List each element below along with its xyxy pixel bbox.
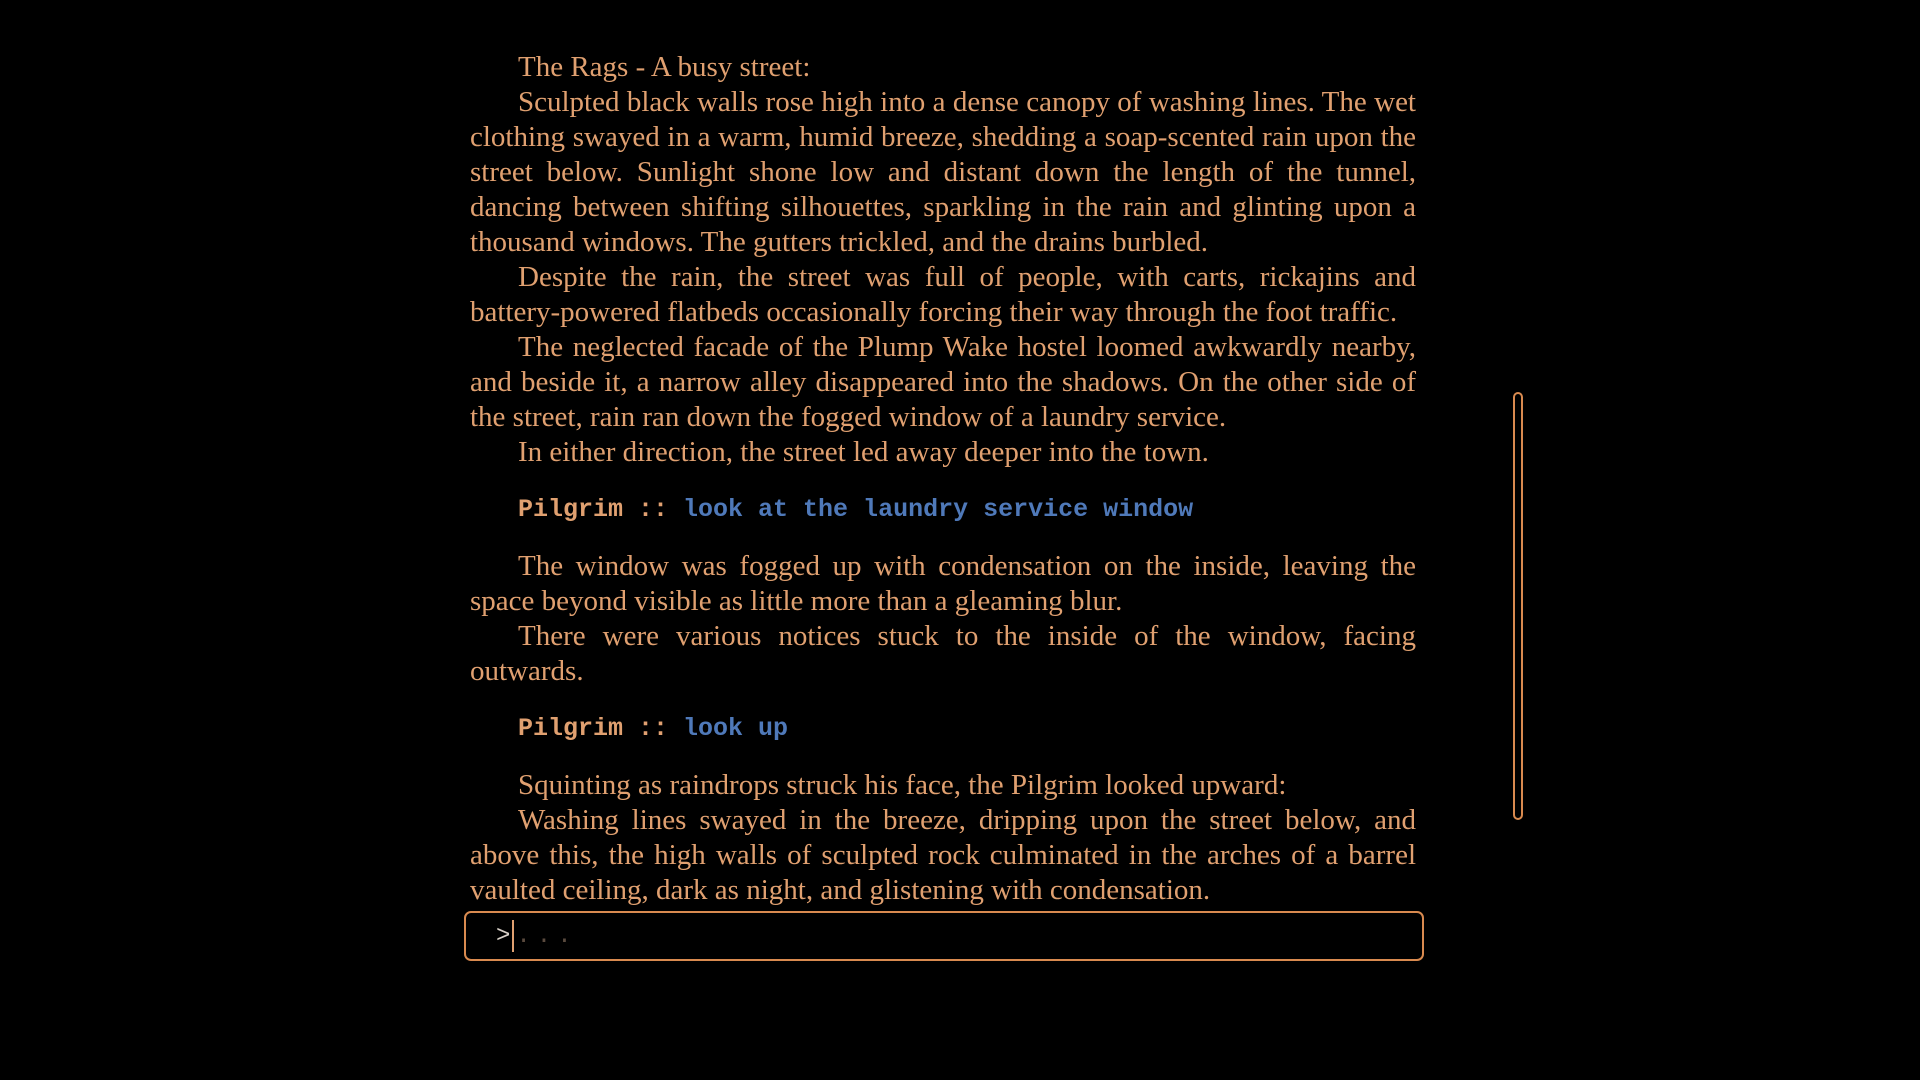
narration-block [470, 50, 1416, 470]
command-speaker: Pilgrim :: [518, 714, 684, 743]
scrollbar-thumb[interactable] [1513, 392, 1523, 820]
prompt-symbol: > [496, 922, 511, 950]
story-paragraph: The window was fogged up with condensation on the inside, leaving the space beyond visible as little more than a gleaming blur. [470, 550, 1416, 617]
story-paragraph: Sculpted black walls rose high into a dense canopy of washing lines. The wet clothing swayed in a warm, humid breeze, shedding a soap-scented rain upon the street below. Sunlight shone low and distant down the length of the tunnel, dancing between shifting silhouettes, sparkling in the rain and glinting upon a thousand windows. The gutters trickled, and the drains burbled. [470, 86, 1416, 258]
story-paragraph: Washing lines swayed in the breeze, dripping upon the street below, and above this, the high walls of sculpted rock culminated in the arches of a barrel vaulted ceiling, dark as night, and glistening with condensation. [470, 804, 1416, 906]
command-text: look at the laundry service window [683, 495, 1194, 524]
command-input-bar[interactable] [464, 911, 1424, 961]
location-heading: The Rags - A busy street: [518, 51, 811, 83]
narration-block [470, 768, 1416, 908]
story-paragraph: Despite the rain, the street was full of people, with carts, rickajins and battery-powered flatbeds occasionally forcing their way through the foot traffic. [470, 261, 1416, 328]
narration-block [470, 549, 1416, 689]
story-paragraph: There were various notices stuck to the inside of the window, facing outwards. [470, 620, 1416, 687]
story-paragraph: Squinting as raindrops struck his face, the Pilgrim looked upward: [518, 769, 1287, 801]
command-input[interactable] [514, 923, 1398, 950]
story-paragraph: In either direction, the street led away deeper into the town. [518, 436, 1209, 468]
command-speaker: Pilgrim :: [518, 495, 684, 524]
story-paragraph: The neglected facade of the Plump Wake hostel loomed awkwardly nearby, and beside it, a narrow alley disappeared into the shadows. On the other side of the street, rain ran down the fogged window of a laundry service. [470, 331, 1416, 433]
story-log [470, 50, 1416, 908]
player-command [518, 711, 1416, 746]
player-command [518, 492, 1416, 527]
command-text: look up [683, 714, 789, 743]
